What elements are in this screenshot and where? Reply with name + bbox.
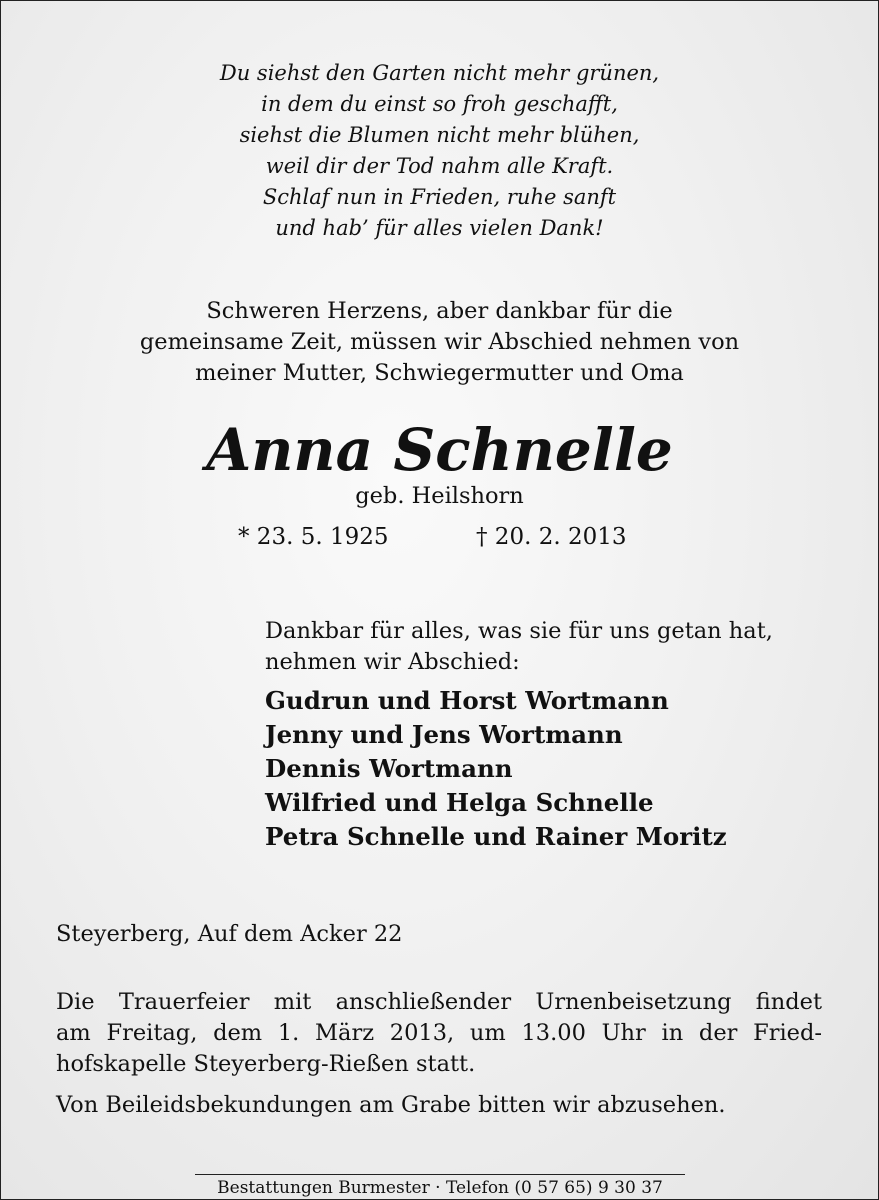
mourner-entry: Jenny und Jens Wortmann: [265, 720, 623, 749]
maiden-name: geb. Heilshorn: [355, 483, 524, 509]
mourner-entry: Dennis Wortmann: [265, 754, 513, 783]
poem-line: Schlaf nun in Frieden, ruhe sanft: [262, 185, 617, 209]
announcement-intro: [0, 296, 879, 389]
mourner-entry: Petra Schnelle und Rainer Moritz: [265, 822, 727, 851]
memorial-poem: [0, 58, 879, 244]
birth-date: * 23. 5. 1925: [238, 524, 389, 550]
thanks-text: [265, 616, 773, 678]
family-address: Steyerberg, Auf dem Acker 22: [56, 921, 403, 947]
poem-line: weil dir der Tod nahm alle Kraft.: [265, 154, 614, 178]
intro-line: Schweren Herzens, aber dankbar für die: [206, 298, 673, 324]
death-date: † 20. 2. 2013: [476, 524, 627, 550]
deceased-name: Anna Schnelle: [206, 416, 673, 484]
poem-line: siehst die Blumen nicht mehr blühen,: [239, 123, 640, 147]
thanks-line: Dankbar für alles, was sie für uns getan hat,: [265, 618, 773, 644]
thanks-line: nehmen wir Abschied:: [265, 649, 520, 675]
mourner-entry: Wilfried und Helga Schnelle: [265, 788, 654, 817]
service-line: hofskapelle Steyerberg-Rießen statt.: [56, 1051, 476, 1077]
service-line: am Freitag, dem 1. März 2013, um 13.00 Uhr in der Fried-: [56, 1020, 822, 1046]
intro-line: meiner Mutter, Schwiegermutter und Oma: [195, 360, 684, 386]
funeral-service-info: [56, 987, 822, 1080]
condolence-note: Von Beileidsbekundungen am Grabe bitten wir abzusehen.: [56, 1092, 726, 1118]
service-line: Die Trauerfeier mit anschließender Urnenbeisetzung findet: [56, 989, 822, 1015]
funeral-home-footer: Bestattungen Burmester · Telefon (0 57 65) 9 30 37: [217, 1178, 663, 1198]
intro-line: gemeinsame Zeit, müssen wir Abschied nehmen von: [139, 329, 740, 355]
mourners-list: [265, 684, 727, 854]
poem-line: in dem du einst so froh geschafft,: [261, 92, 618, 116]
footer-divider: [195, 1174, 685, 1175]
poem-line: und hab’ für alles vielen Dank!: [275, 216, 604, 240]
poem-line: Du siehst den Garten nicht mehr grünen,: [219, 61, 660, 85]
mourner-entry: Gudrun und Horst Wortmann: [265, 686, 669, 715]
